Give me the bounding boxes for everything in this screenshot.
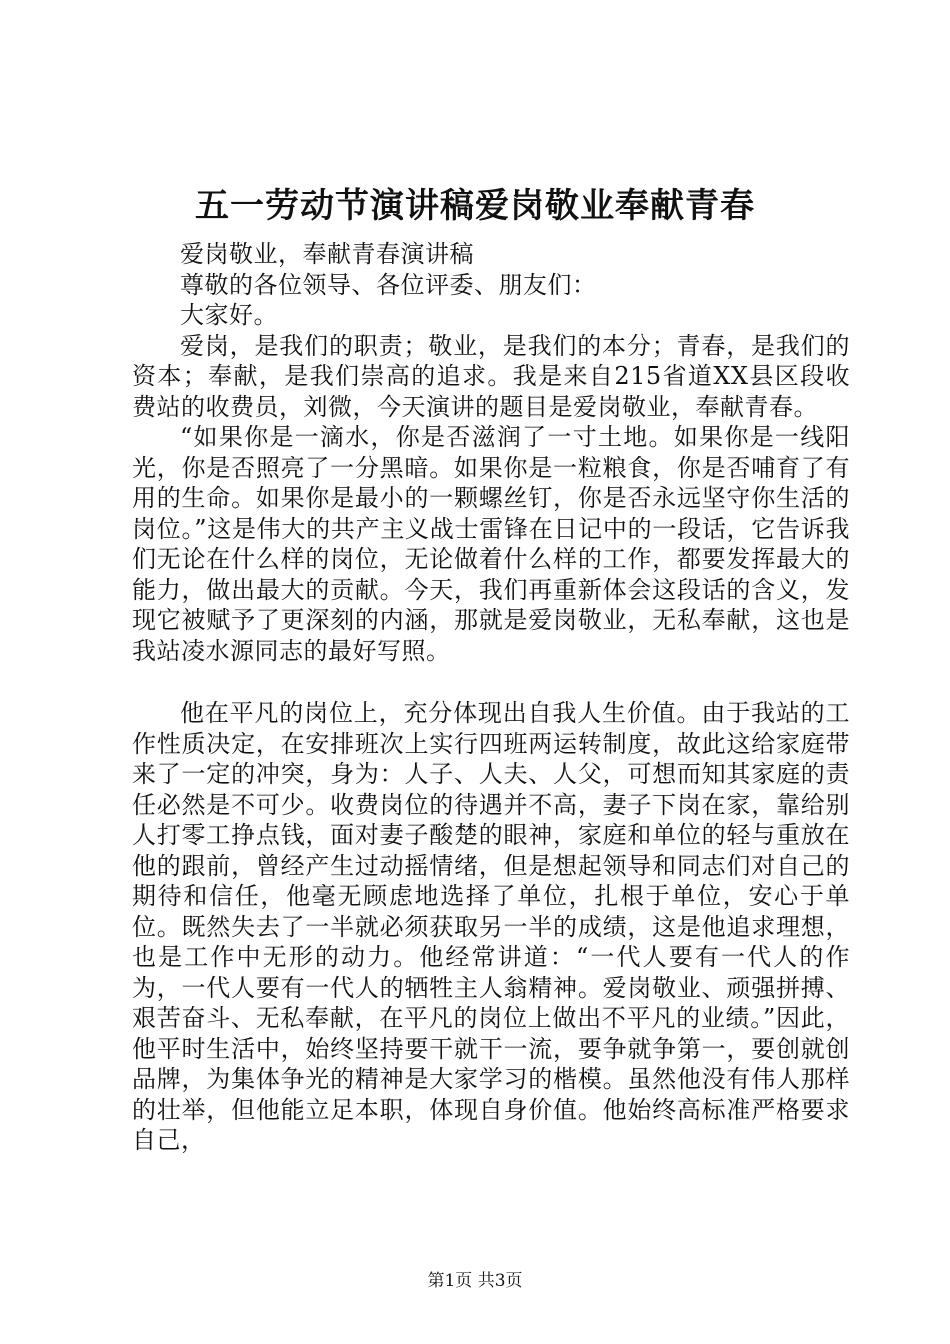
paragraph-intro: 爱岗，是我们的职责；敬业，是我们的本分；青春，是我们的资本；奉献，是我们崇高的追求。我是来自215省道XX县区段收费站的收费员，刘微，今天演讲的题目是爱岗敬业，奉献青春。 bbox=[132, 331, 850, 421]
paragraph-subtitle: 爱岗敬业，奉献青春演讲稿 bbox=[180, 240, 474, 268]
paragraph-greeting: 大家好。 bbox=[180, 301, 278, 329]
page-number-footer: 第1页 共3页 bbox=[427, 1271, 523, 1291]
document-body bbox=[132, 239, 850, 1156]
paragraph-quote: “如果你是一滴水，你是否滋润了一寸土地。如果你是一线阳光，你是否照亮了一分黑暗。如果你是一粒粮食，你是否哺育了有用的生命。如果你是最小的一颗螺丝钉，你是否永远坚守你生活的岗位。”这是伟大的共产主义战士雷锋在日记中的一段话，它告诉我们无论在什么样的岗位，无论做着什么样的工作，都要发挥最大的能力，做出最大的贡献。今天，我们再重新体会这段话的含义，发现它被赋予了更深刻的内涵，那就是爱岗敬业，无私奉献，这也是我站凌水源同志的最好写照。 bbox=[132, 423, 850, 665]
paragraph-salutation: 尊敬的各位领导、各位评委、朋友们： bbox=[180, 270, 597, 299]
page-title: 五一劳动节演讲稿爱岗敬业奉献青春 bbox=[195, 186, 755, 226]
paragraph-story: 他在平凡的岗位上，充分体现出自我人生价值。由于我站的工作性质决定，在安排班次上实行四班两运转制度，故此这给家庭带来了一定的冲突，身为：人子、人夫、人父，可想而知其家庭的责任必然是不可少。收费岗位的待遇并不高，妻子下岗在家，靠给别人打零工挣点钱，面对妻子酸楚的眼神，家庭和单位的轻与重放在他的跟前，曾经产生过动摇情绪，但是想起领导和同志们对自己的期待和信任，他毫无顾虑地选择了单位，扎根于单位，安心于单位。既然失去了一半就必须获取另一半的成绩，这是他追求理想，也是工作中无形的动力。他经常讲道：“一代人要有一代人的作为，一代人要有一代人的牺牲主人翁精神。爱岗敬业、顽强拼搏、艰苦奋斗、无私奉献，在平凡的岗位上做出不平凡的业绩。”因此，他平时生活中，始终坚持要干就干一流，要争就争第一，要创就创品牌，为集体争光的精神是大家学习的楷模。虽然他没有伟人那样的壮举，但他能立足本职，体现自身价值。他始终高标准严格要求自己， bbox=[132, 699, 850, 1154]
